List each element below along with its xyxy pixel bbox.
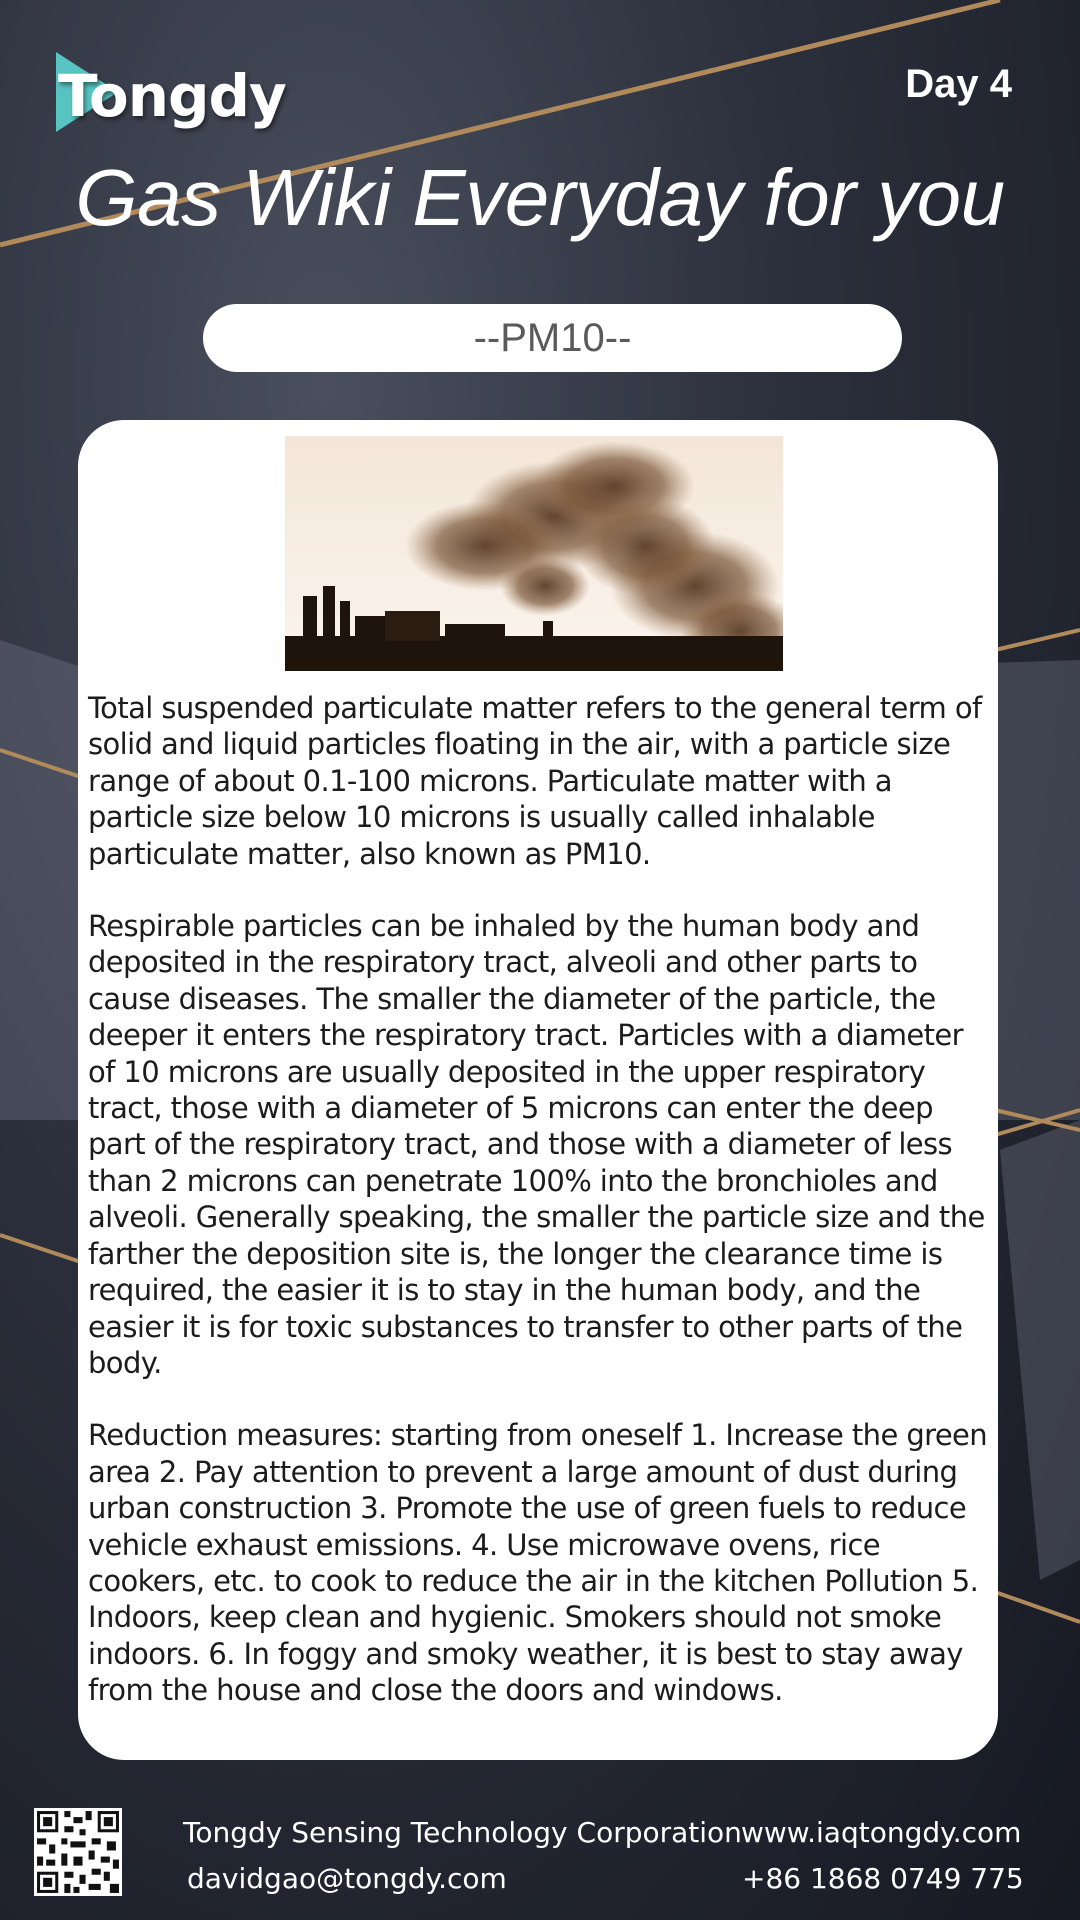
company-name: Tongdy Sensing Technology Corporation <box>183 1816 742 1849</box>
logo-text: Tongdy <box>58 62 286 130</box>
footer <box>0 1790 1080 1920</box>
page-title: Gas Wiki Everyday for you <box>75 153 1005 242</box>
topic-pill: --PM10-- <box>203 304 902 372</box>
article-text <box>88 690 992 1745</box>
factory-smoke-photo <box>285 436 783 671</box>
email-link[interactable]: davidgao@tongdy.com <box>187 1862 507 1895</box>
paragraph: Total suspended particulate matter refers to the general term of solid and liquid particles floating in the air, with a particle size range of about 0.1-100 microns. Particulate matter with a particle size below 10 microns is usually called inhalable particulate matter, also known as PM10. <box>88 691 982 871</box>
tongdy-logo <box>56 52 296 142</box>
qr-code-icon <box>34 1808 122 1896</box>
content-card <box>78 420 998 1760</box>
paragraph: Reduction measures: starting from oneself 1. Increase the green area 2. Pay attention to prevent a large amount of dust during urban construction 3. Promote the use of green fuels to reduce vehicle exhaust emissions. 4. Use microwave ovens, rice cookers, etc. to cook to reduce the air in the kitchen Pollution 5. Indoors, keep clean and hygienic. Smokers should not smoke indoors. 6. In foggy and smoky weather, it is best to stay away from the house and close the doors and windows. <box>88 1418 988 1708</box>
paragraph: Respirable particles can be inhaled by the human body and deposited in the respiratory tract, alveoli and other parts to cause diseases. The smaller the diameter of the particle, the deeper it enters the respiratory tract. Particles with a diameter of 10 microns are usually deposited in the upper respiratory tract, those with a diameter of 5 microns can enter the deep part of the respiratory tract, and those with a diameter of less than 2 microns can penetrate 100% into the bronchioles and alveoli. Generally speaking, the smaller the particle size and the farther the deposition site is, the longer the clearance time is required, the easier it is to stay in the human body, and the easier it is for toxic substances to transfer to other parts of the body. <box>88 909 985 1380</box>
website-link[interactable]: www.iaqtongdy.com <box>741 1816 1022 1849</box>
phone-number: +86 1868 0749 775 <box>742 1862 1024 1895</box>
day-label: Day 4 <box>905 62 1012 106</box>
